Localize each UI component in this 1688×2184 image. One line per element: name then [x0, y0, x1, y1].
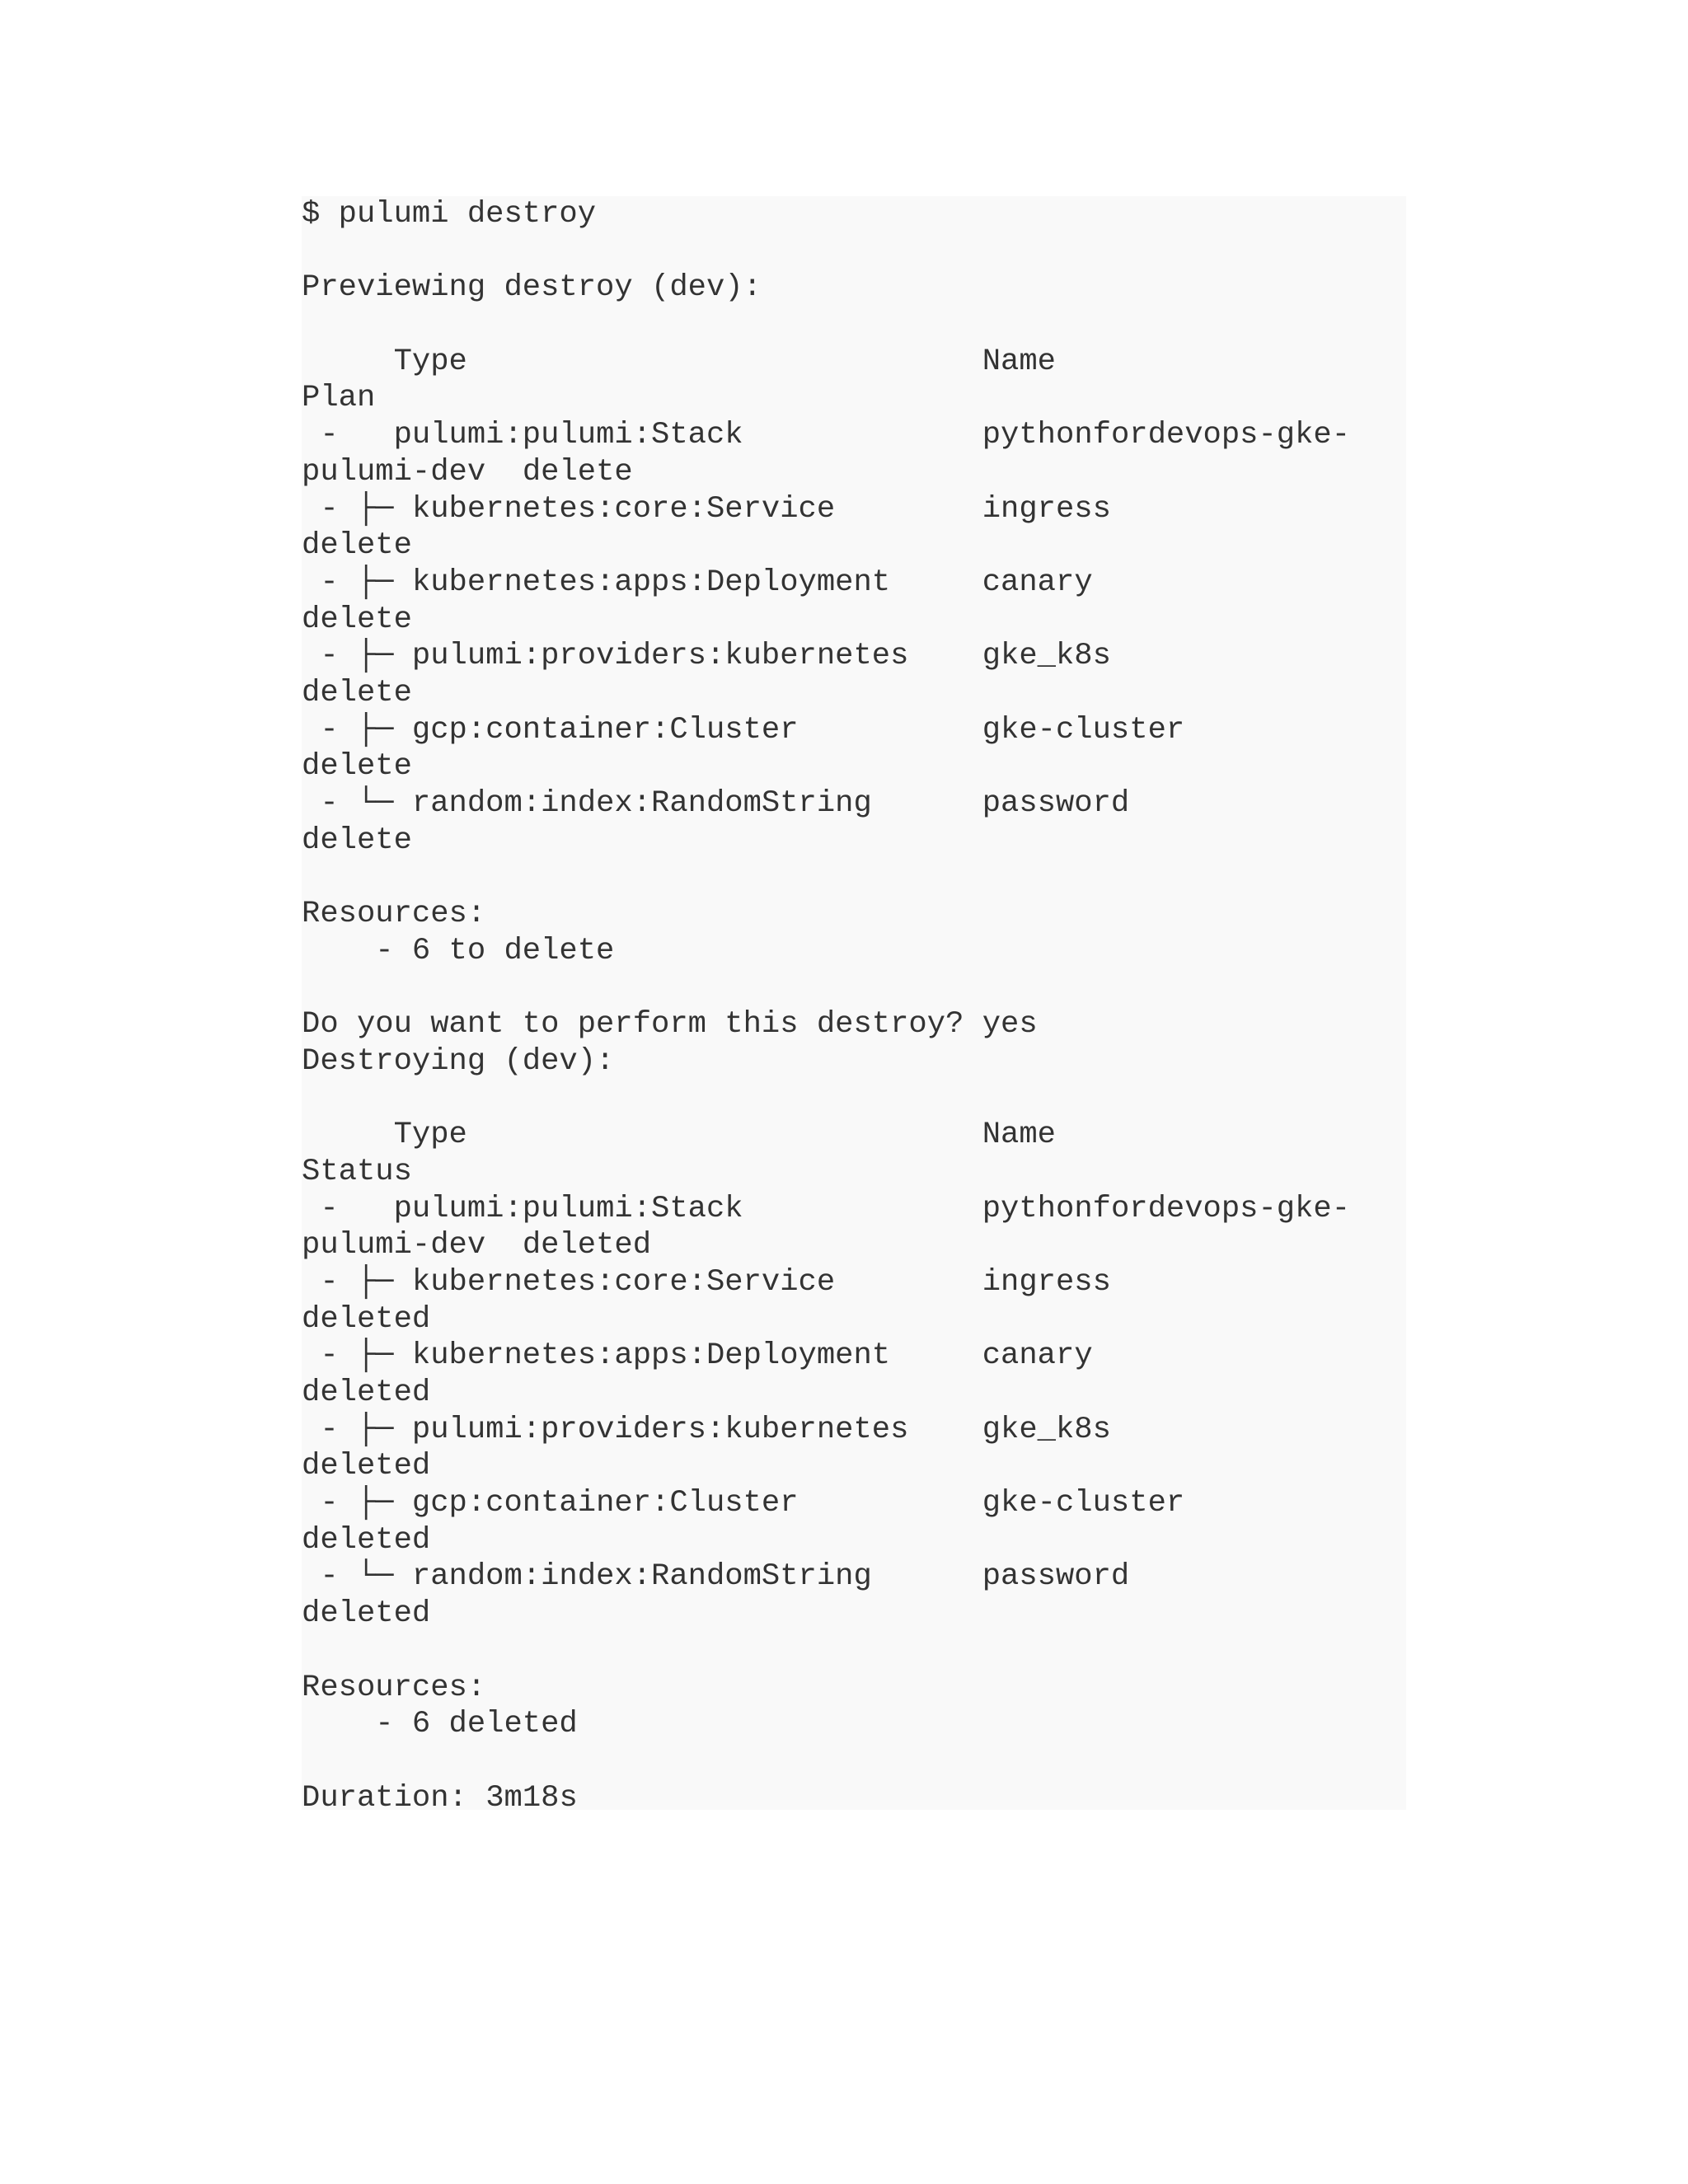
preview-row-wrap — [302, 748, 1350, 785]
resource-type: pulumi:providers:kubernetes — [411, 639, 909, 674]
tree-connector: ├─ — [356, 491, 412, 527]
resource-type: random:index:RandomString — [411, 786, 872, 821]
resource-plan: delete — [302, 602, 412, 637]
resource-status: deleted — [302, 1449, 431, 1484]
destroy-col-status: Status — [302, 1154, 412, 1189]
prompt-answer: yes — [982, 1007, 1038, 1043]
resource-status: deleted — [302, 1522, 431, 1558]
tree-connector: └─ — [356, 1559, 412, 1595]
preview-resources-summary-line — [302, 933, 1350, 970]
resource-name-cont: pulumi-dev — [302, 1228, 486, 1263]
resource-plan: delete — [302, 823, 412, 858]
resource-plan: delete — [522, 454, 633, 490]
destroy-col-name: Name — [982, 1118, 1056, 1153]
resource-name: pythonfordevops-gke- — [982, 1191, 1351, 1226]
tree-connector: ├─ — [356, 639, 412, 674]
destroy-row: - ├─ kubernetes:apps:Deployment canary — [302, 1338, 1093, 1374]
preview-col-plan: Plan — [302, 381, 376, 416]
preview-row: - └─ random:index:RandomString password — [302, 786, 1130, 821]
destroy-row: - ├─ gcp:container:Cluster gke-cluster — [302, 1486, 1185, 1521]
blank-line — [302, 1080, 1350, 1118]
destroy-resources-label: Resources: — [302, 1670, 486, 1705]
resource-type: pulumi:providers:kubernetes — [411, 1412, 909, 1447]
destroy-row-wrap — [302, 1596, 1350, 1633]
blank-line — [302, 307, 1350, 344]
destroy-heading: Destroying (dev): — [302, 1043, 615, 1079]
resource-name: gke-cluster — [982, 1486, 1185, 1521]
resource-name: canary — [982, 565, 1093, 600]
resource-type: kubernetes:apps:Deployment — [411, 565, 891, 600]
destroy-header-line — [302, 1117, 1350, 1154]
preview-row-wrap — [302, 823, 1350, 860]
destroy-resources-line — [302, 1670, 1350, 1707]
blank-line — [302, 1743, 1350, 1780]
resource-name: ingress — [982, 1264, 1111, 1300]
destroy-row: - └─ random:index:RandomString password — [302, 1559, 1130, 1595]
preview-col-name: Name — [982, 344, 1056, 379]
resource-name: gke-cluster — [982, 712, 1185, 748]
destroy-row: - ├─ kubernetes:core:Service ingress — [302, 1264, 1111, 1300]
destroy-row-wrap — [302, 1227, 1350, 1264]
preview-row: - ├─ kubernetes:core:Service ingress — [302, 491, 1111, 527]
preview-row-wrap — [302, 602, 1350, 639]
tree-connector: ├─ — [356, 565, 412, 600]
preview-row: - ├─ gcp:container:Cluster gke-cluster — [302, 712, 1185, 748]
preview-resources-summary: - 6 to delete — [375, 933, 615, 968]
terminal-output — [302, 196, 1350, 1816]
preview-row: - ├─ kubernetes:apps:Deployment canary — [302, 565, 1093, 600]
duration-label: Duration: — [302, 1780, 467, 1816]
resource-type: kubernetes:core:Service — [411, 491, 836, 527]
resource-name: password — [982, 1559, 1130, 1595]
code-block — [302, 196, 1406, 1816]
tree-connector: ├─ — [356, 712, 412, 748]
resource-type: gcp:container:Cluster — [411, 1486, 799, 1521]
preview-header-line — [302, 344, 1350, 381]
preview-row: - ├─ pulumi:providers:kubernetes gke_k8s — [302, 639, 1111, 674]
resource-status: deleted — [302, 1596, 431, 1632]
destroy-row-wrap — [302, 1522, 1350, 1559]
preview-heading-line — [302, 269, 1350, 307]
preview-row: - pulumi:pulumi:Stack pythonfordevops-gke- — [302, 418, 1351, 453]
resource-type: gcp:container:Cluster — [411, 712, 799, 748]
resource-type: kubernetes:core:Service — [411, 1264, 836, 1300]
preview-header-wrap — [302, 380, 1350, 417]
tree-connector: └─ — [356, 786, 412, 821]
duration-line — [302, 1780, 1350, 1817]
preview-col-type: Type — [393, 344, 467, 379]
preview-resources-line — [302, 896, 1350, 933]
resource-status: deleted — [302, 1301, 431, 1337]
prompt-question: Do you want to perform this destroy? — [302, 1007, 964, 1043]
tree-connector: ├─ — [356, 1264, 412, 1300]
tree-connector: ├─ — [356, 1338, 412, 1374]
resource-type: random:index:RandomString — [411, 1559, 872, 1595]
resource-name: gke_k8s — [982, 639, 1111, 674]
destroy-row-wrap — [302, 1448, 1350, 1485]
resource-name-cont: pulumi-dev — [302, 454, 486, 490]
prompt-line — [302, 1006, 1350, 1043]
blank-line — [302, 859, 1350, 896]
blank-line — [302, 1633, 1350, 1670]
resource-name: canary — [982, 1338, 1093, 1374]
destroy-row: - ├─ pulumi:providers:kubernetes gke_k8s — [302, 1412, 1111, 1447]
destroy-col-type: Type — [393, 1118, 467, 1153]
destroy-row-wrap — [302, 1375, 1350, 1412]
preview-row-wrap — [302, 675, 1350, 712]
resource-type: pulumi:pulumi:Stack — [393, 1191, 743, 1226]
blank-line — [302, 969, 1350, 1006]
destroy-row-wrap — [302, 1301, 1350, 1338]
resource-type: pulumi:pulumi:Stack — [393, 418, 743, 453]
resource-status: deleted — [522, 1228, 652, 1263]
destroy-resources-summary: - 6 deleted — [375, 1707, 578, 1742]
preview-heading: Previewing destroy (dev): — [302, 270, 762, 306]
tree-connector: ├─ — [356, 1486, 412, 1521]
resource-name: pythonfordevops-gke- — [982, 418, 1351, 453]
resource-name: password — [982, 786, 1130, 821]
preview-row-wrap — [302, 527, 1350, 565]
command: $ pulumi destroy — [302, 197, 597, 232]
resource-plan: delete — [302, 749, 412, 785]
resource-name: ingress — [982, 491, 1111, 527]
preview-row-wrap — [302, 454, 1350, 491]
resource-type: kubernetes:apps:Deployment — [411, 1338, 891, 1374]
resource-name: gke_k8s — [982, 1412, 1111, 1447]
destroy-header-wrap — [302, 1154, 1350, 1191]
resource-plan: delete — [302, 528, 412, 564]
destroy-row: - pulumi:pulumi:Stack pythonfordevops-gke- — [302, 1191, 1351, 1226]
resource-plan: delete — [302, 675, 412, 710]
preview-resources-label: Resources: — [302, 897, 486, 932]
destroy-heading-line — [302, 1043, 1350, 1080]
destroy-resources-summary-line — [302, 1706, 1350, 1743]
resource-status: deleted — [302, 1376, 431, 1410]
duration-value: 3m18s — [485, 1780, 578, 1816]
command-line — [302, 196, 1350, 233]
tree-connector: ├─ — [356, 1412, 412, 1447]
blank-line — [302, 233, 1350, 270]
